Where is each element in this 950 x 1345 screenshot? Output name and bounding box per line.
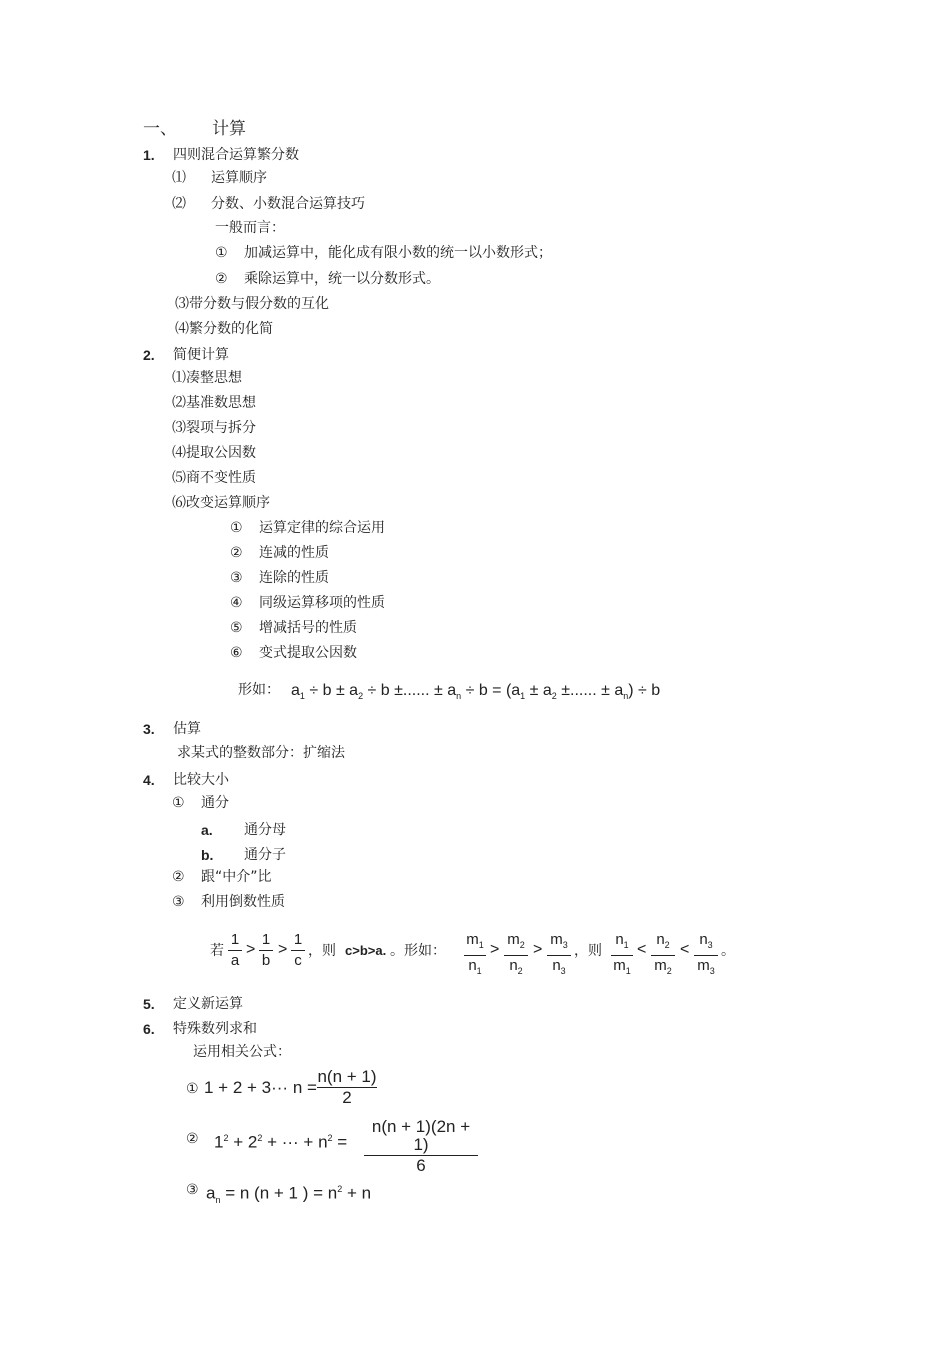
section-1-title: 四则混合运算繁分数	[173, 147, 299, 163]
fraction-1-over-a: 1 a	[228, 931, 242, 970]
section-5-title: 定义新运算	[173, 996, 243, 1012]
term-formula: $a_n = n$ (n + 1 ) = $n^2 + n$	[206, 1183, 372, 1206]
compare-3-marker: ③	[172, 894, 185, 910]
list-item: ⑸商不变性质	[172, 470, 256, 486]
sub-b-marker: b.	[201, 847, 214, 863]
distributive-division-formula: $a_1 \div b \pm a_2 \div b$ ±...... ± $a_n \div b = (a_1 \pm a_2$ ±...... ± $a_n) \div b$	[291, 682, 661, 702]
sub-text: 连除的性质	[259, 570, 329, 586]
sub-marker: ⑥	[230, 645, 243, 661]
compare-1-marker: ①	[172, 795, 185, 811]
heading-prefix: 一、	[143, 119, 177, 139]
formula-2-marker: ②	[186, 1131, 199, 1147]
general-note: 一般而言：	[215, 220, 285, 236]
section-4-number: 4.	[143, 772, 155, 788]
item-1-marker: ⑴	[172, 170, 186, 186]
section-6-title: 特殊数列求和	[173, 1021, 257, 1037]
list-item: ⑶裂项与拆分	[172, 420, 256, 436]
formula-3-marker: ③	[186, 1182, 199, 1198]
form-label: 形如：	[238, 682, 280, 698]
section-2-title: 简便计算	[173, 347, 229, 363]
section-3-title: 估算	[173, 721, 201, 737]
sub-text: 变式提取公因数	[259, 645, 357, 661]
list-item: ⑴凑整思想	[172, 370, 242, 386]
sub-marker: ①	[230, 520, 243, 536]
fraction-m1-n1: $m_1$ $n_1$	[464, 931, 486, 980]
section-6-body: 运用相关公式：	[193, 1044, 291, 1060]
sub-text: 增减括号的性质	[259, 620, 357, 636]
end-period: 。	[721, 943, 735, 959]
fraction-m2-n2: $m_2$ $n_2$	[504, 931, 528, 980]
square-sum-fraction: n(n + 1)(2n + 1) 6	[364, 1118, 478, 1175]
compare-2-marker: ②	[172, 869, 185, 885]
fraction-1-over-b: 1 b	[259, 931, 273, 970]
list-item: ⑷提取公因数	[172, 445, 256, 461]
greater-sign: >	[490, 941, 500, 958]
compare-1-text: 通分	[201, 795, 229, 811]
greater-sign: >	[246, 941, 256, 958]
then-label: ，则	[574, 943, 602, 959]
circle-2-text: 乘除运算中，统一以分数形式。	[244, 271, 440, 287]
compare-3-text: 利用倒数性质	[201, 894, 285, 910]
sub-a-marker: a.	[201, 822, 213, 838]
if-label: 若	[210, 943, 224, 959]
item-3-text: ⑶带分数与假分数的互化	[175, 296, 329, 312]
compare-2-text: 跟“中介”比	[201, 869, 272, 885]
formula-1-marker: ①	[186, 1081, 199, 1097]
item-2-marker: ⑵	[172, 196, 186, 212]
sub-marker: ⑤	[230, 620, 243, 636]
sub-marker: ③	[230, 570, 243, 586]
greater-sign: >	[533, 941, 543, 958]
fraction-n3-m3: $n_3$ $m_3$	[694, 931, 718, 980]
fraction-1-over-c: 1 c	[291, 931, 305, 970]
fraction-m3-n3: $m_3$ $n_3$	[547, 931, 571, 980]
sum-formula-lhs: 1 + 2 + 3··· n =	[204, 1078, 317, 1097]
sub-text: 同级运算移项的性质	[259, 595, 385, 611]
circle-1-text: 加减运算中，能化成有限小数的统一以小数形式；	[244, 245, 552, 261]
item-2-text: 分数、小数混合运算技巧	[211, 196, 365, 212]
fraction-n1-m1: $n_1$ $m_1$	[611, 931, 633, 980]
sub-a-text: 通分母	[244, 822, 286, 838]
form-label: 。形如：	[390, 943, 446, 959]
sub-text: 运算定律的综合运用	[259, 520, 385, 536]
item-4-text: ⑷繁分数的化简	[175, 321, 273, 337]
then-label: ，则	[308, 943, 336, 959]
section-1-number: 1.	[143, 147, 155, 163]
sum-formula-fraction: n(n + 1) 2	[317, 1067, 377, 1107]
sub-marker: ④	[230, 595, 243, 611]
circle-2-marker: ②	[215, 271, 228, 287]
sub-b-text: 通分子	[244, 847, 286, 863]
section-4-title: 比较大小	[173, 772, 229, 788]
section-3-number: 3.	[143, 721, 155, 737]
heading-title: 计算	[212, 119, 246, 139]
list-item: ⑵基准数思想	[172, 395, 256, 411]
square-sum-lhs: $1^2 + 2^2$ + ··· + $n^2$ =	[214, 1132, 348, 1152]
less-sign: <	[637, 941, 647, 958]
section-2-number: 2.	[143, 347, 155, 363]
sub-text: 连减的性质	[259, 545, 329, 561]
circle-1-marker: ①	[215, 245, 228, 261]
less-sign: <	[680, 941, 690, 958]
list-item: ⑹改变运算顺序	[172, 495, 270, 511]
item-1-text: 运算顺序	[211, 170, 267, 186]
section-3-body: 求某式的整数部分：扩缩法	[177, 745, 345, 761]
fraction-n2-m2: $n_2$ $m_2$	[651, 931, 675, 980]
section-5-number: 5.	[143, 996, 155, 1012]
sub-marker: ②	[230, 545, 243, 561]
greater-sign: >	[278, 941, 288, 958]
section-6-number: 6.	[143, 1021, 155, 1037]
result-text: c>b>a.	[345, 943, 387, 958]
